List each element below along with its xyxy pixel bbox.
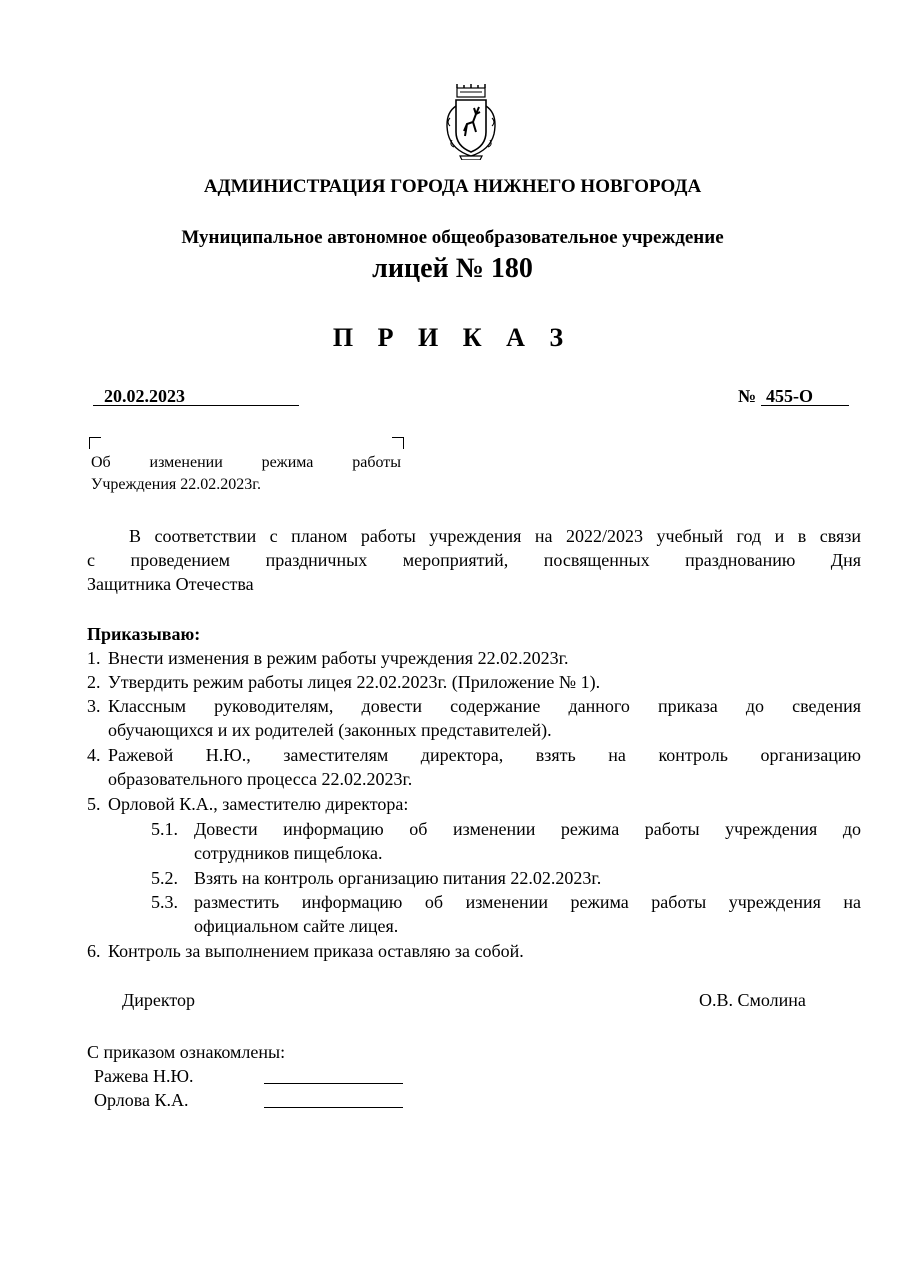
item-number: 4. (87, 745, 101, 765)
institution-name-line2: лицей № 180 (372, 253, 533, 284)
acknowledgement-person: Орлова К.А. (94, 1090, 189, 1110)
subitem-text: Довести информацию об изменении режима работы учреждения до (194, 819, 861, 839)
document-type-heading: П Р И К А З (332, 323, 573, 352)
coat-of-arms-icon (440, 84, 502, 160)
order-number-label: № (738, 386, 757, 406)
preamble-line3: Защитника Отечества (87, 574, 254, 594)
item-text: Внести изменения в режим работы учреждения 22.02.2023г. (108, 648, 569, 668)
subject-bracket-left (89, 437, 101, 449)
acknowledgement-heading: С приказом ознакомлены: (87, 1042, 286, 1062)
subitem-number: 5.1. (151, 819, 178, 839)
item-number: 5. (87, 794, 101, 814)
signatory-position: Директор (122, 990, 196, 1010)
subitem-number: 5.2. (151, 868, 178, 888)
subject-word: работы (352, 454, 401, 471)
institution-name-line1: Муниципальное автономное общеобразовательное учреждение (181, 227, 724, 248)
subitem-number: 5.3. (151, 892, 178, 912)
item-number: 3. (87, 696, 101, 716)
subject-line2: Учреждения 22.02.2023г. (91, 476, 262, 493)
subitem-text: сотрудников пищеблока. (194, 843, 383, 863)
item-number: 6. (87, 941, 101, 961)
acknowledgement-person: Ражева Н.Ю. (94, 1066, 194, 1086)
signatory-name: О.В. Смолина (699, 990, 806, 1010)
item-number: 1. (87, 648, 101, 668)
item-text: Орловой К.А., заместителю директора: (108, 794, 409, 814)
subitem-text: Взять на контроль организацию питания 22.02.2023г. (194, 868, 602, 888)
subitem-text: официальном сайте лицея. (194, 916, 399, 936)
subitem-text: разместить информацию об изменении режима работы учреждения на (194, 892, 861, 912)
preamble-line1: В соответствии с планом работы учреждения на 2022/2023 учебный год и в связи (129, 526, 861, 546)
order-heading: Приказываю: (87, 624, 201, 644)
item-text: Утвердить режим работы лицея 22.02.2023г. (Приложение № 1). (108, 672, 601, 692)
acknowledgement-signature-line (264, 1083, 403, 1084)
subject-line1 (91, 452, 401, 474)
item-text: Контроль за выполнением приказа оставляю за собой. (108, 941, 524, 961)
item-text: Ражевой Н.Ю., заместителям директора, взять на контроль организацию (108, 745, 861, 765)
item-text: обучающихся и их родителей (законных представителей). (108, 720, 552, 740)
subject-bracket-right (392, 437, 404, 449)
city-administration-title: АДМИНИСТРАЦИЯ ГОРОДА НИЖНЕГО НОВГОРОДА (203, 176, 702, 197)
item-text: Классным руководителям, довести содержание данного приказа до сведения (108, 696, 861, 716)
order-number: 455-О (766, 386, 813, 406)
preamble-line2: с проведением праздничных мероприятий, посвященных празднованию Дня (87, 550, 861, 570)
order-date: 20.02.2023 (104, 386, 185, 406)
item-number: 2. (87, 672, 101, 692)
subject-word: изменении (149, 454, 223, 471)
item-text: образовательного процесса 22.02.2023г. (108, 769, 413, 789)
subject-word: Об (91, 454, 111, 471)
subject-word: режима (261, 454, 314, 471)
acknowledgement-signature-line (264, 1107, 403, 1108)
